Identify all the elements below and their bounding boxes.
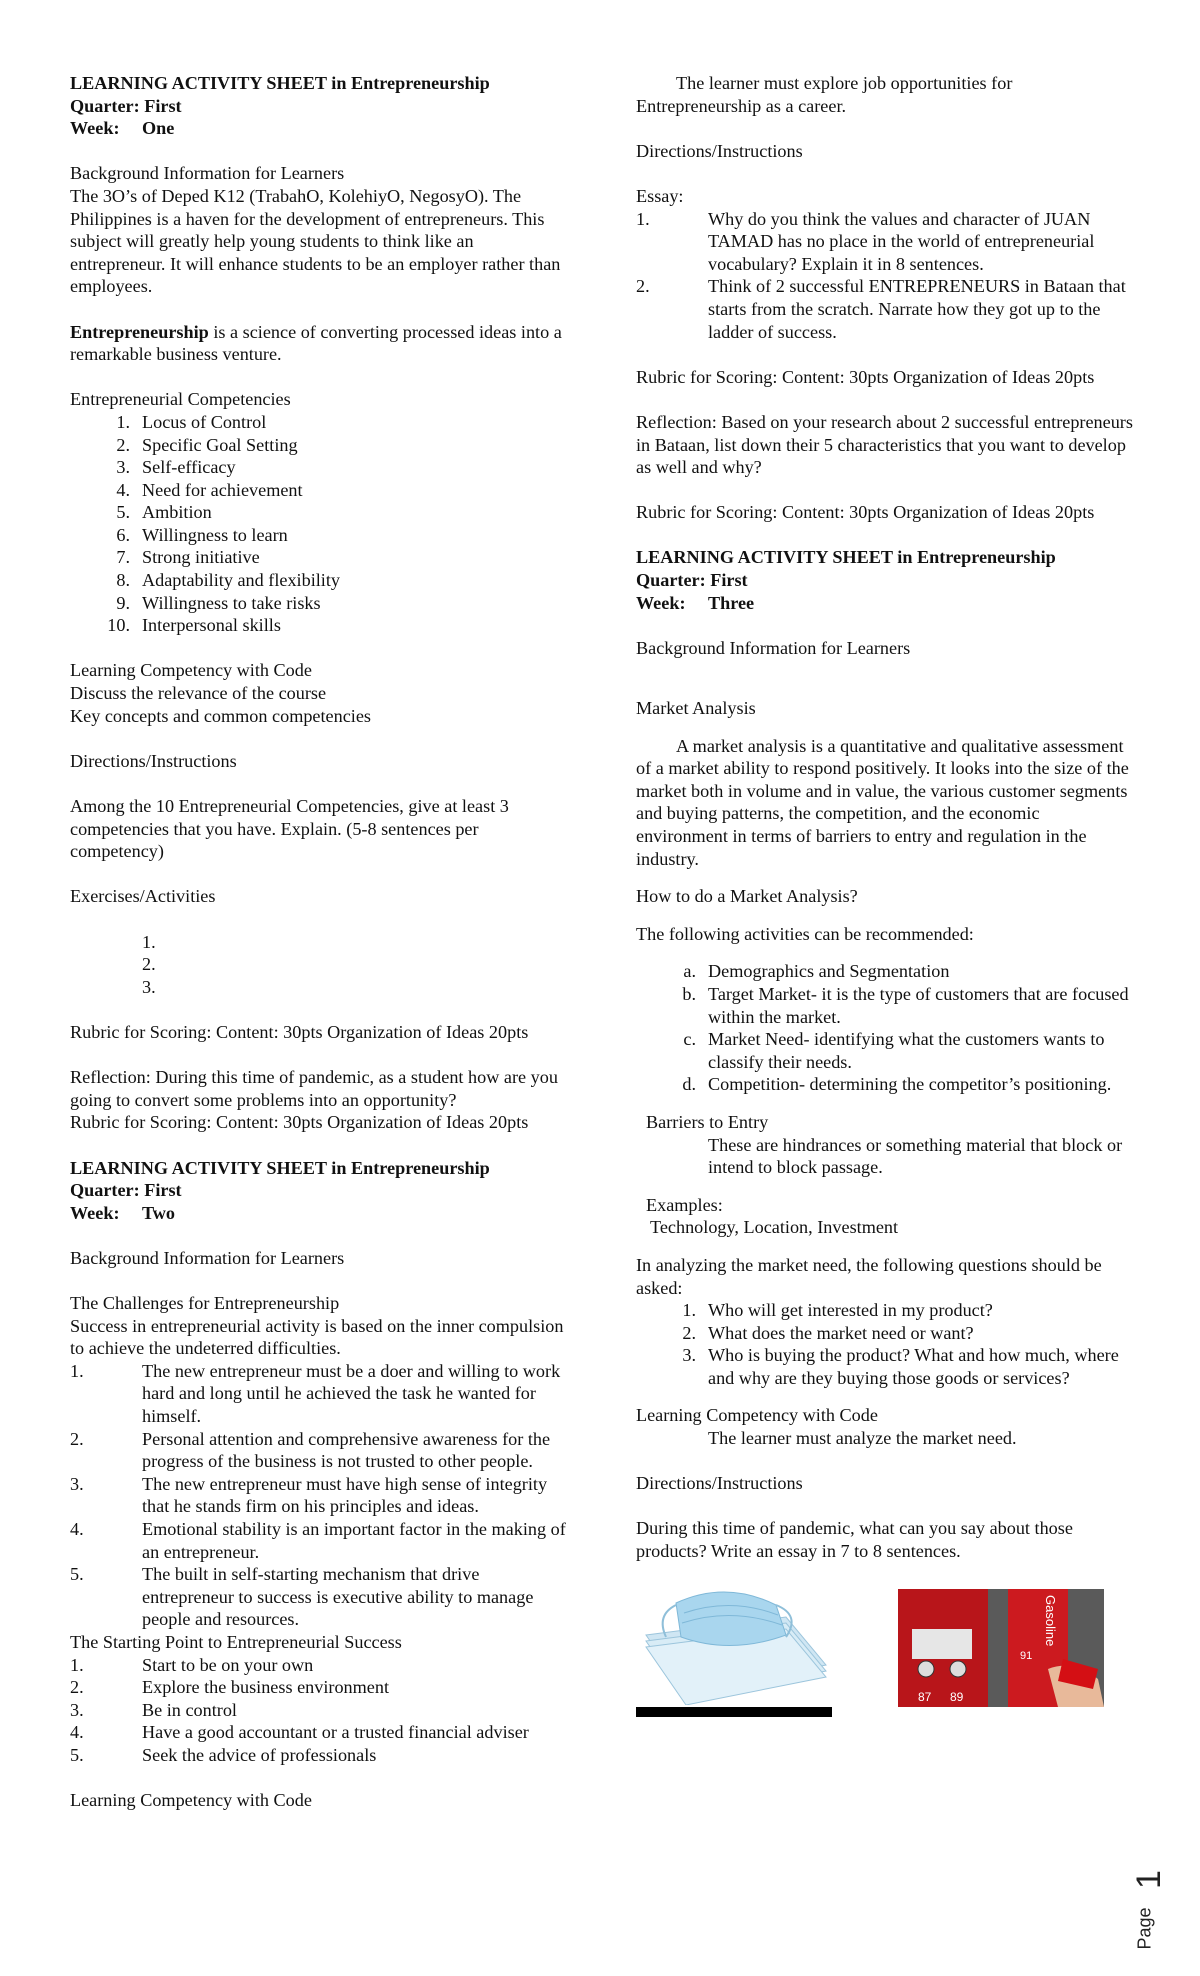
essay-item-number: 2. <box>636 276 650 297</box>
challenge-item-number: 5. <box>70 1564 84 1585</box>
starting-point-item-text: Explore the business environment <box>142 1677 389 1698</box>
competency-item <box>70 524 570 547</box>
entrepreneurship-definition: Entrepreneurship is a science of converting processed ideas into a remarkable business venture. <box>70 321 562 365</box>
competency-item <box>70 456 570 479</box>
face-mask-stack-image <box>636 1575 832 1705</box>
competency-label: Interpersonal skills <box>142 615 281 636</box>
challenge-item-text: Personal attention and comprehensive awareness for the progress of the business is not trusted to other people. <box>142 1428 551 1472</box>
starting-point-item-text: Have a good accountant or a trusted financial adviser <box>142 1722 529 1743</box>
competency-number: 1. <box>116 411 130 432</box>
learning-competency-heading: Learning Competency with Code <box>70 1790 312 1811</box>
barriers-text: These are hindrances or something material that block or intend to block passage. <box>708 1134 1123 1178</box>
question-item-text: Who is buying the product? What and how much, where and why are they buying those goods or services? <box>708 1345 1119 1388</box>
activities-list <box>636 960 1136 1096</box>
starting-point-item <box>70 1744 570 1767</box>
starting-point-item-number: 5. <box>70 1744 84 1765</box>
competency-label: Willingness to learn <box>142 524 288 545</box>
week3-quarter: Quarter: First <box>636 570 748 591</box>
learning-competency-heading: Learning Competency with Code <box>70 660 312 681</box>
gas-pump-image <box>898 1589 1104 1707</box>
competency-label: Specific Goal Setting <box>142 434 298 455</box>
starting-point-item <box>70 1676 570 1699</box>
starting-point-item-number: 1. <box>70 1654 84 1675</box>
starting-point-item <box>70 1699 570 1722</box>
essay-item-text: Think of 2 successful ENTREPRENEURS in Bataan that starts from the scratch. Narrate how they got up to the ladder of success. <box>708 276 1126 342</box>
challenge-item <box>70 1518 570 1563</box>
question-item <box>636 1299 1136 1322</box>
activity-item-marker: a. <box>683 961 696 982</box>
competency-label: Strong initiative <box>142 547 260 568</box>
essay-list <box>636 208 1136 344</box>
questions-list <box>636 1299 1136 1389</box>
essay-item <box>636 275 1136 343</box>
starting-point-item <box>70 1654 570 1677</box>
product-images <box>636 1575 1136 1715</box>
learning-competency-heading: Learning Competency with Code <box>636 1405 878 1426</box>
background-heading: Background Information for Learners <box>70 163 345 184</box>
learning-competency-line: Discuss the relevance of the course <box>70 683 327 704</box>
market-analysis-heading: Market Analysis <box>636 698 756 719</box>
activity-item-text: Competition- determining the competitor’s positioning. <box>708 1074 1112 1095</box>
examples-text: Technology, Location, Investment <box>650 1217 899 1238</box>
right-column <box>636 72 1136 1715</box>
competency-label: Locus of Control <box>142 411 267 432</box>
competency-label: Willingness to take risks <box>142 592 321 613</box>
learning-competency-text: The learner must explore job opportunities for Entrepreneurship as a career. <box>636 73 1013 116</box>
competency-number: 9. <box>116 592 130 613</box>
starting-point-heading: The Starting Point to Entrepreneurial Success <box>70 1631 402 1652</box>
competency-item <box>70 501 570 524</box>
week2-quarter: Quarter: First <box>70 1180 182 1201</box>
competency-label: Ambition <box>142 502 212 523</box>
challenge-item-number: 3. <box>70 1473 84 1494</box>
competency-item <box>70 569 570 592</box>
competency-item <box>70 614 570 637</box>
challenge-item <box>70 1428 570 1473</box>
barriers-heading: Barriers to Entry <box>646 1111 769 1132</box>
challenge-item-text: The new entrepreneur must have high sense of integrity that he stands firm on his principles and ideas. <box>142 1473 548 1517</box>
week3-week: Week: Three <box>636 592 755 613</box>
directions-heading: Directions/Instructions <box>636 140 803 161</box>
questions-intro: In analyzing the market need, the following questions should be asked: <box>636 1254 1102 1298</box>
starting-point-item-number: 4. <box>70 1722 84 1743</box>
directions-heading: Directions/Instructions <box>70 750 237 771</box>
competency-item <box>70 479 570 502</box>
gasoline-sign-text: Gasoline <box>1043 1594 1058 1646</box>
competency-item <box>70 434 570 457</box>
challenge-item-text: The new entrepreneur must be a doer and willing to work hard and long until he achieved the task he wanted for himself. <box>142 1360 561 1427</box>
learning-competency-text: The learner must analyze the market need. <box>708 1428 1017 1449</box>
challenge-item-number: 4. <box>70 1519 84 1539</box>
directions-heading: Directions/Instructions <box>636 1473 803 1494</box>
challenge-item <box>70 1360 570 1428</box>
competency-number: 10. <box>107 615 130 636</box>
week2-title: LEARNING ACTIVITY SHEET in Entrepreneurship <box>70 1157 490 1178</box>
page-number: 1 <box>1129 1870 1168 1889</box>
activity-item-marker: b. <box>682 983 696 1004</box>
pump-87-label: 87 <box>918 1689 932 1704</box>
challenge-item-text: The built in self-starting mechanism that drive entrepreneur to success is executive ability to manage people and resources. <box>142 1564 534 1630</box>
week1-title: LEARNING ACTIVITY SHEET in Entrepreneurship <box>70 73 490 93</box>
starting-point-item-text: Seek the advice of professionals <box>142 1744 377 1765</box>
rubric: Rubric for Scoring: Content: 30pts Organization of Ideas 20pts <box>636 366 1095 387</box>
challenge-item <box>70 1473 570 1518</box>
challenges-intro: Success in entrepreneurial activity is based on the inner compulsion to achieve the undeterred difficulties. <box>70 1315 564 1359</box>
activity-item <box>636 983 1136 1028</box>
starting-point-list <box>70 1654 570 1767</box>
examples-heading: Examples: <box>646 1194 723 1215</box>
market-analysis-paragraph: A market analysis is a quantitative and qualitative assessment of a market ability to respond positively. It looks into the size of the market both in volume and in value, the various customer segments and buying patterns, the competition, and the economic environment in terms of barriers to entry and regulation in the industry. <box>636 735 1129 869</box>
black-bar <box>636 1707 832 1717</box>
pump-89-label: 89 <box>950 1689 964 1704</box>
activity-item-text: Demographics and Segmentation <box>708 961 950 982</box>
question-item-text: Who will get interested in my product? <box>708 1300 993 1321</box>
challenge-item <box>70 1563 570 1631</box>
competency-number: 6. <box>116 524 130 545</box>
week3-title: LEARNING ACTIVITY SHEET in Entrepreneurship <box>636 547 1056 568</box>
competency-number: 3. <box>116 457 130 478</box>
exercise-item: 3. <box>142 976 156 997</box>
essay-item-text: Why do you think the values and character of JUAN TAMAD has no place in the world of entrepreneurial vocabulary? Explain it in 8 sentences. <box>708 208 1095 274</box>
essay-item-number: 1. <box>636 208 650 229</box>
background-heading: Background Information for Learners <box>70 1247 345 1268</box>
competencies-list <box>70 411 570 637</box>
activity-item-marker: d. <box>682 1074 696 1095</box>
starting-point-item-number: 2. <box>70 1677 84 1698</box>
page-label: Page <box>1134 1907 1155 1950</box>
competency-number: 7. <box>116 547 130 568</box>
starting-point-item-text: Start to be on your own <box>142 1654 314 1675</box>
activity-item <box>636 1028 1136 1073</box>
activity-item-text: Market Need- identifying what the customers wants to classify their needs. <box>708 1029 1105 1072</box>
background-heading: Background Information for Learners <box>636 637 911 658</box>
question-item-marker: 3. <box>682 1345 696 1366</box>
exercise-item: 1. <box>142 931 156 952</box>
competency-item <box>70 411 570 434</box>
challenges-heading: The Challenges for Entrepreneurship <box>70 1293 340 1314</box>
question-item-marker: 1. <box>682 1300 696 1321</box>
rubric: Rubric for Scoring: Content: 30pts Organization of Ideas 20pts <box>70 1112 529 1133</box>
week2-week: Week: Two <box>70 1202 176 1223</box>
challenges-list <box>70 1360 570 1631</box>
activity-item <box>636 1073 1136 1096</box>
starting-point-item-number: 3. <box>70 1699 84 1720</box>
reflection: Reflection: During this time of pandemic, as a student how are you going to convert some problems into an opportunity? <box>70 1067 558 1110</box>
competency-number: 2. <box>116 434 130 455</box>
activity-item <box>636 960 1136 983</box>
essay-item <box>636 208 1136 276</box>
question-item-text: What does the market need or want? <box>708 1322 974 1343</box>
rubric: Rubric for Scoring: Content: 30pts Organization of Ideas 20pts <box>70 1021 529 1042</box>
competency-label: Self-efficacy <box>142 457 236 478</box>
competency-label: Need for achievement <box>142 479 303 500</box>
competency-label: Adaptability and flexibility <box>142 570 341 591</box>
exercise-item: 2. <box>142 954 156 975</box>
directions-text: Among the 10 Entrepreneurial Competencies, give at least 3 competencies that you have. Explain. (5-8 sentences per competency) <box>70 796 509 862</box>
page-number-mark <box>1129 1846 1186 1956</box>
activities-intro: The following activities can be recommended: <box>636 923 974 944</box>
challenge-item-text: Emotional stability is an important factor in the making of an entrepreneur. <box>142 1519 566 1562</box>
challenge-item-number: 2. <box>70 1428 84 1449</box>
background-paragraph: The 3O’s of Deped K12 (TrabahO, KolehiyO, NegosyO). The Philippines is a haven for the development of entrepreneurs. This subject will greatly help young students to think like an entrepreneur. It will enhance students to be an employer rather than employees. <box>70 185 561 297</box>
competency-number: 5. <box>116 502 130 523</box>
exercises-heading: Exercises/Activities <box>70 886 216 907</box>
competency-item <box>70 546 570 569</box>
reflection: Reflection: Based on your research about 2 successful entrepreneurs in Bataan, list down their 5 characteristics that you want to develop as well and why? <box>636 411 1133 478</box>
essay-heading: Essay: <box>636 185 684 206</box>
challenge-item-number: 1. <box>70 1360 84 1381</box>
competencies-heading: Entrepreneurial Competencies <box>70 389 291 410</box>
week1-quarter: Quarter: First <box>70 95 182 116</box>
competency-number: 8. <box>116 570 130 591</box>
starting-point-item <box>70 1721 570 1744</box>
pump-91-label: 91 <box>1020 1649 1033 1662</box>
activity-item-marker: c. <box>683 1029 696 1050</box>
rubric: Rubric for Scoring: Content: 30pts Organization of Ideas 20pts <box>636 502 1095 523</box>
competency-number: 4. <box>116 479 130 500</box>
question-item <box>636 1322 1136 1345</box>
activity-item-text: Target Market- it is the type of customers that are focused within the market. <box>708 983 1129 1027</box>
learning-competency-line: Key concepts and common competencies <box>70 705 371 726</box>
question-item-marker: 2. <box>682 1322 696 1343</box>
week1-week: Week: One <box>70 118 175 139</box>
left-column <box>70 72 570 1812</box>
directions-text: During this time of pandemic, what can you say about those products? Write an essay in 7 to 8 sentences. <box>636 1518 1073 1562</box>
competency-item <box>70 592 570 615</box>
question-item <box>636 1344 1136 1389</box>
starting-point-item-text: Be in control <box>142 1699 237 1720</box>
how-to-heading: How to do a Market Analysis? <box>636 886 858 907</box>
